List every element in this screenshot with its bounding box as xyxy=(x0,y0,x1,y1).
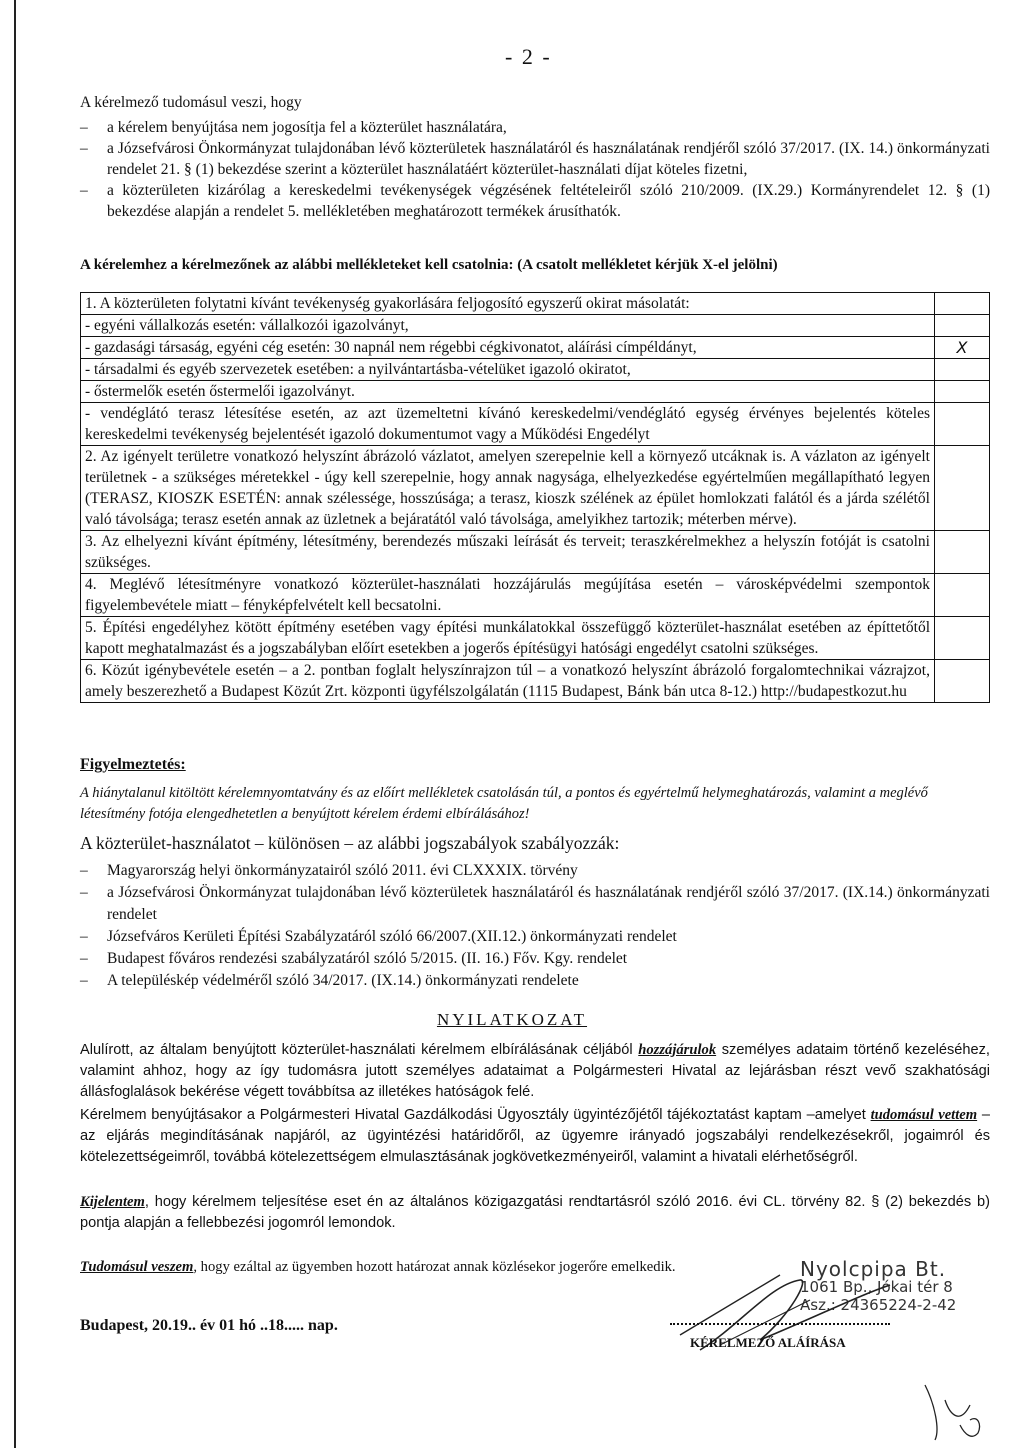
attachment-text: - őstermelők esetén őstermelői igazolványt. xyxy=(81,381,935,403)
intro-list xyxy=(80,117,990,222)
stamp-line: 1061 Bp., Jókai tér 8 xyxy=(800,1278,953,1296)
stamp-line: Asz.: 24365224-2-42 xyxy=(800,1296,957,1314)
attachment-checkbox[interactable] xyxy=(935,381,990,403)
law-item: – Józsefváros Kerületi Építési Szabályzatáról szóló 66/2007.(XII.12.) önkormányzati rendelet xyxy=(80,926,990,948)
keyword: Kijelentem xyxy=(80,1194,145,1210)
attachments-heading: A kérelemhez a kérelmezőnek az alábbi mellékleteket kell csatolnia: (A csatolt mellékletet kérjük X-el jelölni) xyxy=(80,257,778,273)
intro-item: – a közterületen kizárólag a kereskedelmi tevékenységek végzésének feltételeiről szóló 210/2009. (IX.29.) Kormányrendelet 12. § (1) bekezdése alapján a rendelet 5. mellékletében meghatározott termékek árusíthatók. xyxy=(80,180,990,222)
attachment-checkbox[interactable] xyxy=(935,617,990,660)
attachment-text: - vendéglátó terasz létesítése esetén, az azt üzemeltetni kívánó kereskedelmi/vendéglátó egység érvényes bejelentés köteles kereskedelmi tevékenység bejelentését igazoló dokumentumot vagy a Működési Engedélyt xyxy=(81,403,935,446)
warning-text: A hiánytalanul kitöltött kérelemnyomtatvány és az előírt mellékletek csatolásán túl, a pontos és egyértelmű helymeghatározás, valamint a meglévő létesítmény fotója elengedhetetlen a benyújtott kérelem érdemi elbírálásához! xyxy=(80,785,928,822)
keyword: Tudomásul veszem xyxy=(80,1259,194,1275)
laws-intro: A közterület-használatot – különösen – az alábbi jogszabályok szabályozzák: xyxy=(80,833,620,853)
table-row xyxy=(81,293,990,315)
text: személyes adataim történő kezeléséhez, valamint ahhoz, hogy az így tudomásra jutott személyes adataimat a Polgármesteri Hivatal az lejárásban részt vevő szakhatósági állásfoglalások bekérése végett továbbítsa az illetékes hatóságok felé. xyxy=(80,1042,990,1100)
text: Kérelmem benyújtásakor a Polgármesteri Hivatal Gazdálkodási Ügyosztály ügyintézőjétől tájékoztatást kaptam –amelyet xyxy=(80,1107,871,1123)
attachment-text: 6. Közút igénybevétele esetén – a 2. pontban foglalt helyszínrajzon túl – a vonatkozó helyszínt ábrázoló forgalomtechnikai vázrajzot, amely beszerezhető a Budapest Közút Zrt. központi ügyfélszolgálatán (1115 Budapest, Bánk bán utca 8-12.) http://budapestkozut.hu xyxy=(81,660,935,703)
declaration-paragraph-information xyxy=(80,1105,990,1168)
signature-line xyxy=(670,1323,890,1325)
intro-lead: A kérelmező tudomásul veszi, hogy xyxy=(80,94,302,111)
intro-item: – a Józsefvárosi Önkormányzat tulajdonában lévő közterületek használatáról és használatának rendjéről szóló 37/2017. (IX. 14.) önkormányzati rendelet 21. § (1) bekezdése szerint a közterület használatáért közterület-használati díjat köteles fizetni, xyxy=(80,138,990,180)
table-row xyxy=(81,403,990,446)
warning-title: Figyelmeztetés: xyxy=(80,756,186,773)
laws-list xyxy=(80,860,990,992)
declaration-paragraph-consent xyxy=(80,1040,990,1103)
attachment-checkbox[interactable] xyxy=(935,403,990,446)
attachment-checkbox[interactable] xyxy=(935,315,990,337)
page-number: - 2 - xyxy=(505,44,552,69)
table-row xyxy=(81,446,990,531)
table-row xyxy=(81,617,990,660)
keyword: tudomásul vettem xyxy=(870,1107,978,1123)
attachments-table xyxy=(80,292,990,703)
table-row xyxy=(81,381,990,403)
law-item: – a Józsefvárosi Önkormányzat tulajdonában lévő közterületek használatáról és használatának rendjéről szóló 37/2017. (IX.14.) önkormányzati rendelet xyxy=(80,882,990,926)
attachment-checkbox[interactable] xyxy=(935,660,990,703)
attachment-text: - egyéni vállalkozás esetén: vállalkozói igazolványt, xyxy=(81,315,935,337)
attachment-checkbox[interactable] xyxy=(935,293,990,315)
attachment-text: 5. Építési engedélyhez kötött építmény esetében vagy építési munkálatokkal összefüggő közterület-használat esetében az építtetőtől kapott meghatalmazást és a jogszabályban előírt esetekben a jogerős építésügyi hatósági engedélyt csatolni szükséges. xyxy=(81,617,935,660)
attachment-checkbox[interactable] xyxy=(935,574,990,617)
attachment-text: 2. Az igényelt területre vonatkozó helyszínt ábrázoló vázlatot, amelyen szerepelnie kell a környező utcáknak is. A vázlaton az igényelt területnek - a szükséges méretekkel - úgy kell szerepelnie, hogy annak nagysága, elhelyezkedése egyértelműen megállapítható legyen (TERASZ, KIOSZK ESETÉN: annak szélessége, hosszúsága; a terasz, kioszk szélének az épület homlokzati falától és a járda szélétől való távolsága; terasz esetén annak az üzletnek a bejáratától való távolsága, amelyikhez tartozik; méterben mérve). xyxy=(81,446,935,531)
attachment-checkbox[interactable] xyxy=(935,446,990,531)
table-row xyxy=(81,359,990,381)
attachment-text: 1. A közterületen folytatni kívánt tevékenység gyakorlására feljogosító egyszerű okirat másolatát: xyxy=(81,293,935,315)
table-row xyxy=(81,660,990,703)
text: , hogy ezáltal az ügyemben hozott határozat annak közlésekor jogerőre emelkedik. xyxy=(193,1259,676,1275)
law-item: – A településkép védelméről szóló 34/2017. (IX.14.) önkormányzati rendelete xyxy=(80,970,990,992)
attachment-text: 4. Meglévő létesítményre vonatkozó közterület-használati hozzájárulás megújítása esetén – városképvédelmi szempontok figyelembevétele miatt – fényképfelvételt kell becsatolni. xyxy=(81,574,935,617)
stamp-line: Nyolcpipa Bt. xyxy=(800,1257,947,1281)
date-line: Budapest, 20.19.. év 01 hó ..18..... nap. xyxy=(80,1317,338,1334)
law-item: – Budapest főváros rendezési szabályzatáról szóló 5/2015. (II. 16.) Főv. Kgy. rendelet xyxy=(80,948,990,970)
text: Alulírott, az általam benyújtott közterület-használati kérelmem elbírálásának céljából xyxy=(80,1042,639,1058)
attachment-text: 3. Az elhelyezni kívánt építmény, létesítmény, berendezés műszaki leírását és terveit; teraszkérelmekhez a helyszín fotóját is csatolni szükséges. xyxy=(81,531,935,574)
scan-edge xyxy=(0,0,16,1448)
table-row xyxy=(81,337,990,359)
attachment-checkbox[interactable] xyxy=(935,531,990,574)
text: – az eljárás megindításának napjáról, az ügyintézési határidőről, az ügyemre irányadó jogszabályi rendelkezésekről, jogaimról és kötelezettségeimről, továbbá kötelezettségem elmulasztásának jogkövetkezményeiről, valamint a hivatali elérhetőségről. xyxy=(80,1107,991,1165)
attachment-text: - társadalmi és egyéb szervezetek esetében: a nyilvántartásba-vételüket igazoló okiratot, xyxy=(81,359,935,381)
table-row xyxy=(81,574,990,617)
text: , hogy kérelmem teljesítése eset én az általános közigazgatási rendtartásról szóló 2016. évi CL. törvény 82. § (2) bekezdés b) pontja alapján a fellebbezési jogomról lemondok. xyxy=(80,1194,990,1231)
declaration-title: NYILATKOZAT xyxy=(436,1010,588,1029)
signature-label: KÉRELMEZŐ ALÁÍRÁSA xyxy=(690,1335,846,1350)
attachment-checkbox[interactable] xyxy=(935,359,990,381)
table-row xyxy=(81,315,990,337)
attachment-checkbox[interactable]: X xyxy=(935,337,990,359)
keyword: hozzájárulok xyxy=(638,1042,717,1058)
intro-item: – a kérelem benyújtása nem jogosítja fel a közterület használatára, xyxy=(80,117,990,138)
table-row xyxy=(81,531,990,574)
intro-section xyxy=(80,92,990,222)
attachment-text: - gazdasági társaság, egyéni cég esetén: 30 napnál nem régebbi cégkivonatot, aláírási címpéldányt, xyxy=(81,337,935,359)
declaration-paragraph-waiver xyxy=(80,1192,990,1234)
law-item: – Magyarország helyi önkormányzatairól szóló 2011. évi CLXXXIX. törvény xyxy=(80,860,990,882)
